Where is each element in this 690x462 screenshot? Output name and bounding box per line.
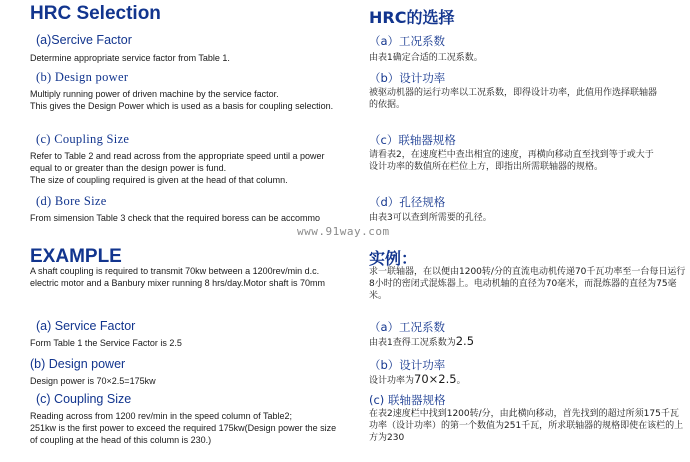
service-factor-text: Determine appropriate service factor from Table 1.: [30, 53, 230, 63]
service-factor-value: 2.5: [455, 334, 475, 348]
design-power-text: Multiply running power of driven machine by the service factor. This gives the Design Power which is used as a basis for coupling selection.: [30, 89, 334, 111]
example-coupling-size-text-cn: 在表2速度栏中找到1200转/分，由此横向移动，首先找到的超过所须175千瓦功率（设计功率）的第一个数值为251千瓦，所求联轴器的规格即使在该栏的上方为230: [369, 409, 684, 443]
example-coupling-size-heading-cn: (c) 联轴器规格: [369, 393, 446, 407]
example-title-cn: 实例：: [369, 249, 418, 268]
coupling-size-text: Refer to Table 2 and read across from the appropriate speed until a power equal to or greater than the design power is fund. The size of coupling required is given at the head of that column.: [30, 151, 325, 185]
example-design-power-heading: (b) Design power: [30, 357, 126, 371]
bore-size-text-cn: 由表3可以查到所需要的孔径。: [369, 213, 492, 223]
example-service-factor-heading-cn: （a）工况系数: [369, 320, 446, 334]
service-factor-prefix-cn: 由表1查得工况系数为: [369, 338, 456, 348]
service-factor-heading-cn: （a）工况系数: [369, 34, 446, 48]
example-intro-cn: 求一联轴器，在以便由1200转/分的直流电动机传递70千瓦功率至一台每日运行8小时的密闭式混炼器上。电动机轴的直径为70毫米，而混炼器的直径为75毫米。: [369, 267, 686, 301]
example-design-power-text-cn: [369, 373, 687, 387]
example-intro: A shaft coupling is required to transmit 70kw between a 1200rev/min d.c. electric motor and a Banbury mixer running 8 hrs/day.Motor shaft is 70mm: [30, 266, 325, 288]
design-power-prefix-cn: 设计功率为: [369, 376, 415, 386]
design-power-text-cn: 被驱动机器的运行功率以工况系数，即得设计功率，此值用作选择联轴器 的依据。: [369, 88, 658, 110]
example-design-power-text: Design power is 70×2.5=175kw: [30, 376, 156, 386]
coupling-size-heading: (c) Coupling Size: [36, 132, 130, 146]
selection-title-cn: HRC的选择: [369, 8, 455, 27]
coupling-size-text-cn: 请看表2，在速度栏中查出相宜的速度，再横向移动直至找到等于或大于 设计功率的数值所在栏位上方，即指出所需联轴器的规格。: [369, 150, 654, 172]
service-factor-heading: (a)Sercive Factor: [36, 33, 132, 47]
watermark-text: www.91way.com: [297, 225, 390, 238]
example-service-factor-text-cn: [369, 335, 687, 349]
example-title: EXAMPLE: [30, 246, 122, 267]
example-service-factor-text: Form Table 1 the Service Factor is 2.5: [30, 338, 182, 348]
design-power-value: 70×2.5: [414, 372, 457, 386]
example-service-factor-heading: (a) Service Factor: [36, 319, 136, 333]
example-coupling-size-text: Reading across from 1200 rev/min in the speed column of Table2; 251kw is the first power to exceed the required 175kw(Design power the size of coupling at the head of this column is 230.): [30, 411, 337, 445]
coupling-size-heading-cn: （c）联轴器规格: [369, 133, 456, 147]
service-factor-text-cn: 由表1确定合适的工况系数。: [369, 53, 483, 63]
example-design-power-heading-cn: （b）设计功率: [369, 358, 446, 372]
design-power-heading: (b) Design power: [36, 70, 129, 84]
bore-size-heading: (d) Bore Size: [36, 194, 107, 208]
bore-size-heading-cn: （d）孔径规格: [369, 195, 446, 209]
selection-title: HRC Selection: [30, 3, 161, 24]
design-power-heading-cn: （b）设计功率: [369, 71, 446, 85]
design-power-suffix-cn: 。: [456, 376, 466, 386]
bore-size-text: From simension Table 3 check that the required boress can be accommo: [30, 213, 320, 223]
example-coupling-size-heading: (c) Coupling Size: [36, 392, 132, 406]
